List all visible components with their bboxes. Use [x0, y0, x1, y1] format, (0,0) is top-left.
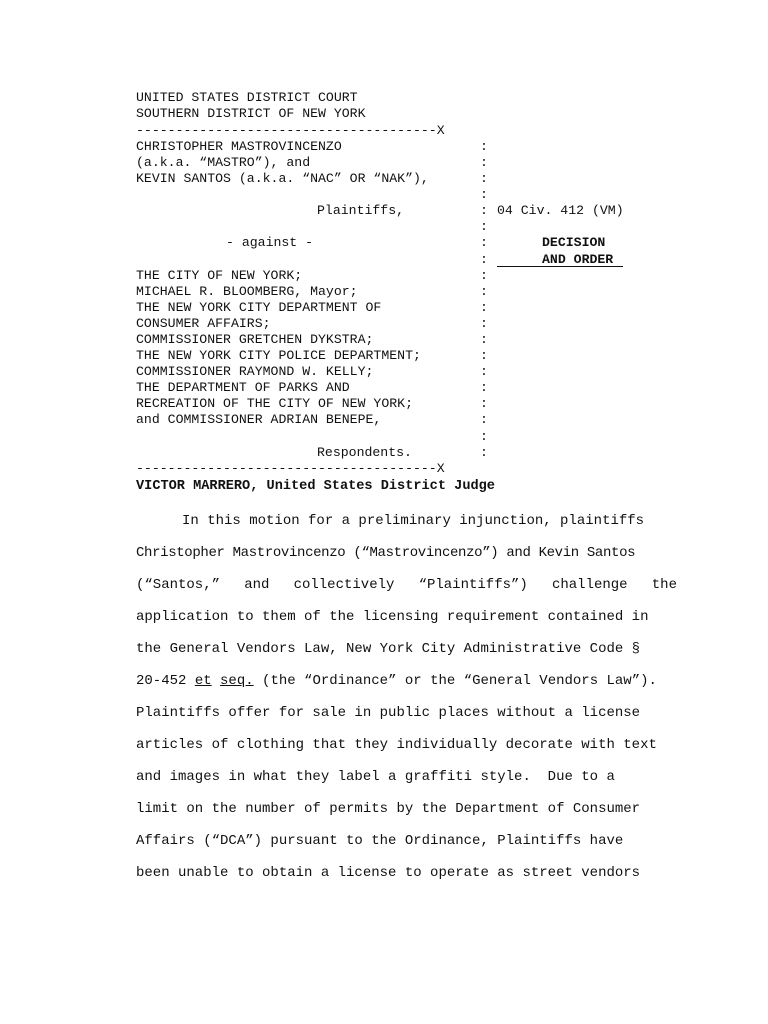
- caption-rule-bottom: --------------------------------------X: [136, 461, 445, 476]
- doc-title-line2: AND ORDER: [542, 252, 614, 267]
- judge-name: VICTOR MARRERO: [136, 479, 251, 494]
- caption-colon: :: [480, 396, 488, 411]
- caption-colon: :: [480, 332, 488, 347]
- paragraph-line: limit on the number of permits by the Department of Consumer: [136, 801, 641, 817]
- respondent-line: THE NEW YORK CITY POLICE DEPARTMENT;: [136, 348, 421, 363]
- paragraph-word: challenge: [551, 577, 628, 593]
- paragraph-line: been unable to obtain a license to operate as street vendors: [136, 865, 641, 881]
- respondents-label: Respondents.: [317, 445, 412, 460]
- paragraph-line: [136, 569, 677, 601]
- doc-title-line1: DECISION: [542, 235, 606, 250]
- caption-colon: :: [480, 348, 488, 363]
- court-name: UNITED STATES DISTRICT COURT: [136, 90, 358, 105]
- paragraph-line: [136, 665, 677, 697]
- paragraph-word: the: [651, 577, 677, 593]
- respondent-line: CONSUMER AFFAIRS;: [136, 316, 271, 331]
- caption-colon: :: [480, 235, 488, 250]
- paragraph-word: collectively: [293, 577, 395, 593]
- caption-colon: :: [480, 412, 488, 427]
- judge-title: , United States District Judge: [250, 479, 495, 494]
- paragraph-line: and images in what they label a graffiti style. Due to a: [136, 769, 615, 785]
- paragraph-line: articles of clothing that they individually decorate with text: [136, 737, 657, 753]
- seq-italic: seq.: [220, 673, 254, 689]
- opinion-paragraph: [136, 505, 677, 889]
- caption-colon: :: [480, 380, 488, 395]
- paragraph-word: (“Santos,”: [136, 577, 221, 593]
- caption-colon: :: [480, 139, 488, 154]
- paragraph-line: In this motion for a preliminary injunction, plaintiffs: [182, 513, 645, 529]
- plaintiff-line: KEVIN SANTOS (a.k.a. “NAC” OR “NAK”),: [136, 171, 429, 186]
- caption-colon: :: [480, 187, 488, 202]
- caption-colon: :: [480, 316, 488, 331]
- caption-colon: :: [480, 445, 488, 460]
- code-section: 20-452: [136, 673, 195, 689]
- plaintiff-line: (a.k.a. “MASTRO”), and: [136, 155, 311, 170]
- paragraph-line: Affairs (“DCA”) pursuant to the Ordinance, Plaintiffs have: [136, 833, 624, 849]
- respondent-line: COMMISSIONER RAYMOND W. KELLY;: [136, 364, 374, 379]
- caption-colon: :: [480, 171, 488, 186]
- respondent-line: MICHAEL R. BLOOMBERG, Mayor;: [136, 284, 358, 299]
- caption-colon: :: [480, 284, 488, 299]
- doc-title-underline: [497, 266, 623, 267]
- caption-colon: :: [480, 300, 488, 315]
- caption-colon: :: [480, 155, 488, 170]
- paragraph-line: the General Vendors Law, New York City Administrative Code §: [136, 641, 641, 657]
- judge-line: [136, 479, 495, 495]
- caption-colon: :: [480, 364, 488, 379]
- paragraph-line: application to them of the licensing requirement contained in: [136, 609, 649, 625]
- et-italic: et: [194, 673, 212, 689]
- paragraph-word: “Plaintiffs”): [418, 577, 528, 593]
- respondent-line: RECREATION OF THE CITY OF NEW YORK;: [136, 396, 413, 411]
- caption-colon: :: [480, 219, 488, 234]
- respondent-line: and COMMISSIONER ADRIAN BENEPE,: [136, 412, 382, 427]
- court-district: SOUTHERN DISTRICT OF NEW YORK: [136, 106, 366, 121]
- paragraph-line: Plaintiffs offer for sale in public places without a license: [136, 705, 641, 721]
- respondent-line: COMMISSIONER GRETCHEN DYKSTRA;: [136, 332, 374, 347]
- caption-colon: :: [480, 429, 488, 444]
- case-number: 04 Civ. 412 (VM): [497, 203, 624, 218]
- ordinance-def: (the “Ordinance” or the “General Vendors Law”).: [253, 673, 657, 689]
- respondent-line: THE DEPARTMENT OF PARKS AND: [136, 380, 350, 395]
- caption-colon: :: [480, 203, 488, 218]
- plaintiff-line: CHRISTOPHER MASTROVINCENZO: [136, 139, 342, 154]
- paragraph-line: Christopher Mastrovincenzo (“Mastrovincenzo”) and Kevin Santos: [136, 545, 636, 561]
- caption-rule-top: --------------------------------------X: [136, 123, 445, 138]
- respondent-line: THE CITY OF NEW YORK;: [136, 268, 303, 283]
- paragraph-word: and: [244, 577, 270, 593]
- respondent-line: THE NEW YORK CITY DEPARTMENT OF: [136, 300, 382, 315]
- caption-colon: :: [480, 252, 488, 267]
- caption-colon: :: [480, 268, 488, 283]
- against-label: - against -: [226, 235, 314, 250]
- plaintiffs-label: Plaintiffs,: [317, 203, 405, 218]
